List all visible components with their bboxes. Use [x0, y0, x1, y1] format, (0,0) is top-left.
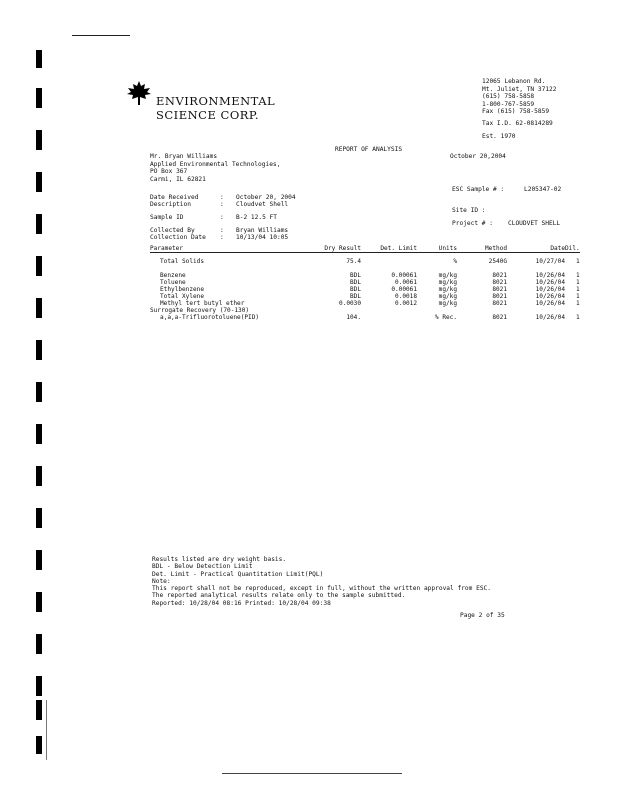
- address-line: 1-800-767-5859: [482, 100, 535, 108]
- report-title: REPORT OF ANALYSIS: [335, 146, 403, 153]
- table-row: [150, 300, 580, 307]
- cell-param: Methyl tert butyl ether: [160, 299, 245, 307]
- header-date: Date: [550, 245, 565, 252]
- binding-mark: [36, 676, 42, 696]
- cell-date: 10/26/04: [535, 292, 565, 300]
- cell-units: %: [453, 258, 457, 265]
- cell-result: 75.4: [346, 258, 361, 265]
- address-line: (615) 758-5858: [482, 93, 535, 101]
- cell-limit: 0.0012: [394, 299, 417, 307]
- page-number: Page 2 of 35: [460, 612, 505, 619]
- label-collected-by: Collected By: [150, 227, 195, 234]
- cell-units: mg/kg: [438, 292, 457, 300]
- scan-line: [222, 773, 402, 774]
- header-dil: Dil.: [565, 245, 580, 252]
- cell-method: 8021: [492, 278, 507, 286]
- note-line: Det. Limit - Practical Quantitation Limit(PQL): [152, 570, 324, 578]
- cell-dil: 1: [576, 271, 580, 279]
- cell-param: [150, 265, 305, 272]
- client-address: [150, 153, 280, 183]
- cell-date: 10/26/04: [535, 278, 565, 286]
- cell-date: 10/27/04: [535, 258, 565, 265]
- cell-param: Total Solids: [160, 258, 205, 265]
- client-line: Carmi, IL 62821: [150, 175, 206, 183]
- footer-notes: [152, 556, 491, 607]
- binding-mark: [36, 700, 42, 720]
- sep: :: [220, 227, 224, 234]
- cell-dil: 1: [576, 292, 580, 300]
- cell-method: 8021: [492, 292, 507, 300]
- cell-result: 0.0030: [338, 299, 361, 307]
- cell-units: [417, 307, 457, 314]
- label-sample-id: Sample ID: [150, 214, 184, 221]
- cell-date: [507, 265, 565, 272]
- cell-dil: 1: [576, 313, 580, 321]
- binding-mark: [36, 736, 42, 754]
- results-table: [150, 245, 580, 321]
- cell-param: Benzene: [160, 271, 186, 279]
- binding-mark: [36, 172, 42, 192]
- cell-limit: 0.0061: [394, 278, 417, 286]
- cell-param: Surrogate Recovery (70-130): [150, 306, 250, 314]
- binding-mark: [36, 508, 42, 528]
- table-row: [150, 265, 580, 272]
- binding-mark: [36, 214, 42, 234]
- esc-sample-label: ESC Sample # :: [452, 186, 505, 193]
- scan-edge-line: [46, 700, 47, 760]
- binding-mark: [36, 634, 42, 654]
- binding-mark: [36, 550, 42, 570]
- note-line: BDL - Below Detection Limit: [152, 563, 253, 571]
- established: Est. 1970: [482, 133, 516, 140]
- company-logo: [126, 80, 276, 124]
- client-line: PO Box 367: [150, 168, 188, 176]
- cell-limit: 0.00061: [391, 285, 417, 293]
- site-id-label: Site ID :: [452, 207, 486, 214]
- header-dry-result: Dry Result: [324, 245, 361, 252]
- company-address: [482, 78, 557, 116]
- header-det-limit: Det. Limit: [380, 245, 417, 252]
- binding-mark: [36, 340, 42, 360]
- sep: :: [220, 234, 224, 241]
- tax-id: Tax I.D. 62-0814289: [482, 120, 553, 127]
- cell-date: 10/26/04: [535, 299, 565, 307]
- company-name-line2: SCIENCE CORP.: [156, 108, 259, 122]
- cell-limit: 0.0018: [394, 292, 417, 300]
- cell-units: mg/kg: [438, 285, 457, 293]
- value-date-received: October 20, 2004: [236, 194, 296, 201]
- cell-param: Ethylbenzene: [160, 285, 205, 293]
- binding-mark: [36, 256, 42, 276]
- label-date-received: Date Received: [150, 194, 199, 201]
- maple-leaf-icon: [126, 80, 152, 106]
- binding-mark: [36, 88, 42, 108]
- header-units: Units: [438, 245, 457, 252]
- cell-method: 8021: [492, 299, 507, 307]
- value-collected-by: Bryan Williams: [236, 227, 289, 234]
- scan-line: [72, 35, 130, 36]
- cell-units: % Rec.: [434, 313, 457, 321]
- cell-date: 10/26/04: [535, 285, 565, 293]
- cell-method: 8021: [492, 313, 507, 321]
- label-description: Description: [150, 201, 191, 208]
- cell-result: BDL: [349, 292, 361, 300]
- header-parameter: Parameter: [150, 245, 184, 252]
- cell-param: Toluene: [160, 278, 186, 286]
- binding-mark: [36, 424, 42, 444]
- address-line: Fax (615) 758-5859: [482, 108, 550, 116]
- table-row: [150, 286, 580, 293]
- cell-dil: [565, 265, 580, 272]
- header-method: Method: [484, 245, 507, 252]
- address-line: 12065 Lebanon Rd.: [482, 78, 546, 85]
- table-row: [150, 258, 580, 265]
- cell-method: 8021: [492, 285, 507, 293]
- table-row: [150, 293, 580, 300]
- cell-method: [457, 307, 507, 314]
- project-label: Project # :: [452, 220, 493, 227]
- cell-result: [305, 307, 361, 314]
- value-description: Cloudvet Shell: [236, 201, 289, 208]
- cell-units: mg/kg: [438, 278, 457, 286]
- value-collection-date: 10/13/04 10:05: [236, 234, 289, 241]
- cell-dil: 1: [576, 285, 580, 293]
- sep: :: [220, 194, 224, 201]
- sep: :: [220, 201, 224, 208]
- cell-dil: 1: [576, 278, 580, 286]
- cell-units: [417, 265, 457, 272]
- cell-dil: [565, 307, 580, 314]
- cell-date: 10/26/04: [535, 313, 565, 321]
- client-line: Applied Environmental Technologies,: [150, 160, 281, 168]
- cell-result: BDL: [349, 271, 361, 279]
- binding-mark: [36, 50, 42, 68]
- cell-limit: [361, 265, 417, 272]
- cell-result: 104.: [346, 313, 361, 321]
- binding-mark: [36, 382, 42, 402]
- note-line: Note:: [152, 577, 171, 585]
- table-header-row: [150, 245, 580, 253]
- cell-date: 10/26/04: [535, 271, 565, 279]
- binding-mark: [36, 130, 42, 150]
- cell-limit: [361, 307, 417, 314]
- cell-method: [457, 265, 507, 272]
- cell-result: BDL: [349, 285, 361, 293]
- cell-dil: 1: [576, 299, 580, 307]
- cell-method: 8021: [492, 271, 507, 279]
- binding-mark: [36, 592, 42, 612]
- table-row: [150, 314, 580, 321]
- cell-dil: 1: [576, 258, 580, 265]
- cell-limit: 0.00061: [391, 271, 417, 279]
- cell-param: Total Xylene: [160, 292, 205, 300]
- note-line: Results listed are dry weight basis.: [152, 556, 287, 563]
- sep: :: [220, 214, 224, 221]
- cell-units: mg/kg: [438, 271, 457, 279]
- address-line: Mt. Juliet, TN 37122: [482, 85, 557, 93]
- cell-method: 2540G: [488, 258, 507, 265]
- table-row: [150, 279, 580, 286]
- note-line: This report shall not be reproduced, except in full, without the written approval from ESC.: [152, 585, 491, 593]
- cell-result: [305, 265, 361, 272]
- value-sample-id: B-2 12.5 FT: [236, 214, 277, 221]
- client-line: Mr. Bryan Williams: [150, 153, 218, 160]
- project-value: CLOUDVET SHELL: [508, 220, 561, 227]
- cell-param: a,a,a-Trifluorotoluene(PID): [160, 313, 260, 321]
- company-name-line1: ENVIRONMENTAL: [156, 94, 276, 108]
- table-row: [150, 307, 580, 314]
- report-date: October 20,2004: [450, 153, 506, 160]
- binding-mark: [36, 298, 42, 318]
- cell-result: BDL: [349, 278, 361, 286]
- cell-date: [507, 307, 565, 314]
- label-collection-date: Collection Date: [150, 234, 206, 241]
- binding-mark: [36, 466, 42, 486]
- cell-units: mg/kg: [438, 299, 457, 307]
- cell-limit: [361, 314, 417, 321]
- esc-sample-value: L205347-02: [524, 186, 562, 193]
- note-line: Reported: 10/28/04 08:16 Printed: 10/28/04 09:38: [152, 599, 331, 607]
- cell-limit: [361, 258, 417, 265]
- note-line: The reported analytical results relate only to the sample submitted.: [152, 592, 406, 600]
- table-row: [150, 272, 580, 279]
